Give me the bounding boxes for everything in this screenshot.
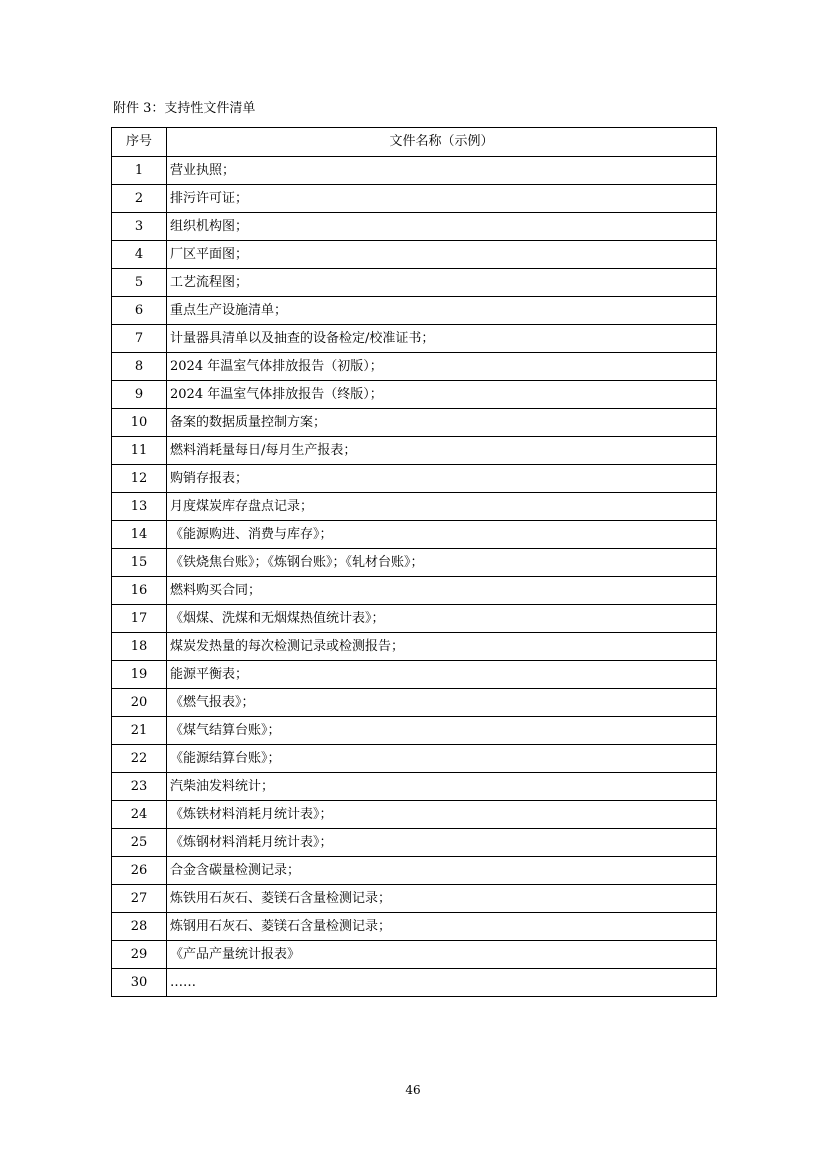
- table-row: [112, 577, 717, 605]
- row-document-name: 《烟煤、洗煤和无烟煤热值统计表》；: [167, 605, 717, 633]
- row-document-name: 《煤气结算台账》；: [167, 717, 717, 745]
- table-row: [112, 381, 717, 409]
- row-document-name: 2024 年温室气体排放报告（初版）；: [167, 353, 717, 381]
- attachment-caption: 附件 3：支持性文件清单: [113, 101, 256, 116]
- table-row: [112, 325, 717, 353]
- row-serial-number: 13: [112, 493, 167, 521]
- row-serial-number: 7: [112, 325, 167, 353]
- row-document-name: 组织机构图；: [167, 213, 717, 241]
- row-document-name: 排污许可证；: [167, 185, 717, 213]
- row-document-name: 月度煤炭库存盘点记录；: [167, 493, 717, 521]
- header-serial-number: 序号: [112, 128, 167, 157]
- row-serial-number: 3: [112, 213, 167, 241]
- table-row: [112, 353, 717, 381]
- row-serial-number: 30: [112, 969, 167, 997]
- row-serial-number: 22: [112, 745, 167, 773]
- table-row: [112, 493, 717, 521]
- row-document-name: 能源平衡表；: [167, 661, 717, 689]
- row-document-name: ……: [167, 969, 717, 997]
- row-serial-number: 29: [112, 941, 167, 969]
- row-serial-number: 27: [112, 885, 167, 913]
- table-row: [112, 437, 717, 465]
- row-serial-number: 12: [112, 465, 167, 493]
- row-serial-number: 5: [112, 269, 167, 297]
- row-document-name: 燃料购买合同；: [167, 577, 717, 605]
- row-document-name: 工艺流程图；: [167, 269, 717, 297]
- row-document-name: 《炼钢材料消耗月统计表》；: [167, 829, 717, 857]
- row-document-name: 购销存报表；: [167, 465, 717, 493]
- table-row: [112, 241, 717, 269]
- table-row: [112, 521, 717, 549]
- table-row: [112, 717, 717, 745]
- row-serial-number: 26: [112, 857, 167, 885]
- row-serial-number: 25: [112, 829, 167, 857]
- row-document-name: 炼钢用石灰石、菱镁石含量检测记录；: [167, 913, 717, 941]
- table-body: [112, 157, 717, 997]
- table-row: [112, 969, 717, 997]
- row-serial-number: 19: [112, 661, 167, 689]
- row-document-name: 《炼铁材料消耗月统计表》；: [167, 801, 717, 829]
- row-serial-number: 16: [112, 577, 167, 605]
- table-row: [112, 689, 717, 717]
- row-document-name: 营业执照；: [167, 157, 717, 185]
- row-document-name: 厂区平面图；: [167, 241, 717, 269]
- row-document-name: 汽柴油发料统计；: [167, 773, 717, 801]
- supporting-documents-table: [111, 127, 717, 997]
- table-row: [112, 885, 717, 913]
- row-serial-number: 15: [112, 549, 167, 577]
- row-document-name: 重点生产设施清单；: [167, 297, 717, 325]
- table-row: [112, 297, 717, 325]
- table-row: [112, 773, 717, 801]
- table-row: [112, 661, 717, 689]
- table-row: [112, 941, 717, 969]
- table-row: [112, 829, 717, 857]
- table-row: [112, 549, 717, 577]
- row-serial-number: 21: [112, 717, 167, 745]
- row-document-name: 计量器具清单以及抽查的设备检定/校准证书；: [167, 325, 717, 353]
- row-document-name: 2024 年温室气体排放报告（终版）；: [167, 381, 717, 409]
- row-serial-number: 14: [112, 521, 167, 549]
- row-document-name: 《能源结算台账》；: [167, 745, 717, 773]
- table-row: [112, 409, 717, 437]
- row-serial-number: 11: [112, 437, 167, 465]
- table-row: [112, 605, 717, 633]
- row-document-name: 备案的数据质量控制方案；: [167, 409, 717, 437]
- row-document-name: 煤炭发热量的每次检测记录或检测报告；: [167, 633, 717, 661]
- row-document-name: 《燃气报表》；: [167, 689, 717, 717]
- table-row: [112, 913, 717, 941]
- row-serial-number: 23: [112, 773, 167, 801]
- row-document-name: 《能源购进、消费与库存》；: [167, 521, 717, 549]
- row-document-name: 炼铁用石灰石、菱镁石含量检测记录；: [167, 885, 717, 913]
- row-document-name: 燃料消耗量每日/每月生产报表；: [167, 437, 717, 465]
- row-serial-number: 18: [112, 633, 167, 661]
- table-row: [112, 269, 717, 297]
- table-row: [112, 857, 717, 885]
- table-row: [112, 213, 717, 241]
- row-serial-number: 17: [112, 605, 167, 633]
- table-header-row: [112, 128, 717, 157]
- row-serial-number: 1: [112, 157, 167, 185]
- row-document-name: 《铁烧焦台账》；《炼钢台账》；《轧材台账》；: [167, 549, 717, 577]
- table-row: [112, 745, 717, 773]
- row-serial-number: 6: [112, 297, 167, 325]
- row-serial-number: 9: [112, 381, 167, 409]
- table-row: [112, 185, 717, 213]
- row-serial-number: 2: [112, 185, 167, 213]
- table-row: [112, 157, 717, 185]
- row-serial-number: 4: [112, 241, 167, 269]
- table-row: [112, 801, 717, 829]
- table-row: [112, 465, 717, 493]
- row-serial-number: 20: [112, 689, 167, 717]
- row-serial-number: 24: [112, 801, 167, 829]
- row-serial-number: 8: [112, 353, 167, 381]
- row-serial-number: 28: [112, 913, 167, 941]
- row-document-name: 《产品产量统计报表》: [167, 941, 717, 969]
- page-number: 46: [405, 1083, 421, 1097]
- header-document-name: 文件名称（示例）: [167, 128, 717, 157]
- table-row: [112, 633, 717, 661]
- row-serial-number: 10: [112, 409, 167, 437]
- row-document-name: 合金含碳量检测记录；: [167, 857, 717, 885]
